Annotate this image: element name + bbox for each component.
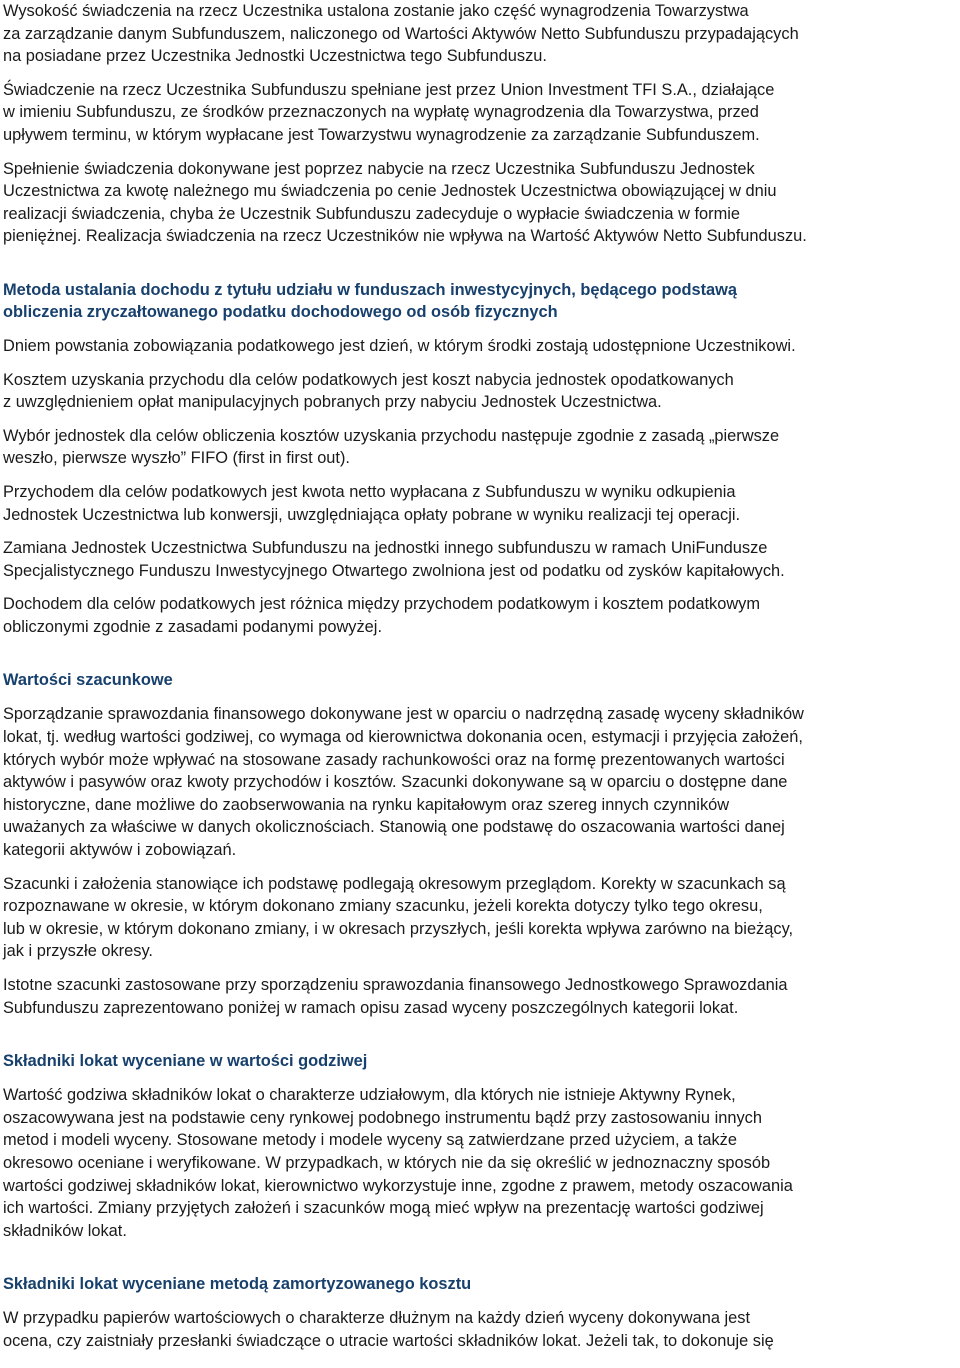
text-line: ich wartości. Zmiany przyjętych założeń i szacunków mogą mieć wpływ na prezentację wartości godziwej: [3, 1199, 764, 1218]
text-line: lokat, tj. według wartości godziwej, co wymaga od kierownictwa dokonania ocen, estymacji i przyjęcia założeń,: [3, 728, 803, 747]
text-line: historyczne, dane możliwe do zaobserwowania na rynku kapitałowym oraz szereg innych czynników: [3, 795, 730, 814]
section-heading: [3, 1273, 957, 1295]
section-heading: [3, 1050, 957, 1072]
text-line: pieniężnej. Realizacja świadczenia na rzecz Uczestników nie wpływa na Wartość Aktywów Netto Subfunduszu.: [3, 227, 807, 246]
section-heading: [3, 279, 957, 323]
text-line: Zamiana Jednostek Uczestnictwa Subfunduszu na jednostki innego subfunduszu w ramach UniFundusze: [3, 539, 768, 558]
text-line: Dochodem dla celów podatkowych jest różnica między przychodem podatkowym i kosztem podatkowym: [3, 595, 761, 614]
body-paragraph: [3, 369, 957, 414]
text-line: kategorii aktywów i zobowiązań.: [3, 841, 237, 860]
text-line: wartości godziwej składników lokat, kierownictwo wykorzystuje inne, zgodne z prawem, metody oszacowania: [3, 1176, 793, 1195]
body-paragraph: [3, 703, 957, 861]
body-paragraph: [3, 158, 957, 248]
document-page: [3, 0, 957, 1364]
text-line: Metoda ustalania dochodu z tytułu udziału w funduszach inwestycyjnych, będącego podstawą: [3, 280, 738, 299]
text-line: Jednostek Uczestnictwa lub konwersji, uwzględniająca opłaty pobrane w wyniku realizacji tej operacji.: [3, 505, 741, 524]
text-line: aktywów i pasywów oraz kwoty przychodów i kosztów. Szacunki dokonywane są w oparciu o dostępne dane: [3, 773, 788, 792]
body-paragraph: [3, 425, 957, 470]
body-paragraph: [3, 974, 957, 1019]
text-line: na posiadane przez Uczestnika Jednostki Uczestnictwa tego Subfunduszu.: [3, 47, 547, 66]
body-paragraph: [3, 79, 957, 147]
body-paragraph: [3, 873, 957, 963]
text-line: upływem terminu, w którym wypłacane jest Towarzystwu wynagrodzenie za zarządzanie Subfunduszem.: [3, 125, 760, 144]
text-line: Specjalistycznego Funduszu Inwestycyjnego Otwartego zwolniona jest od podatku od zysków kapitałowych.: [3, 561, 785, 580]
text-line: Istotne szacunki zastosowane przy sporządzeniu sprawozdania finansowego Jednostkowego Sprawozdania: [3, 976, 788, 994]
text-line: Kosztem uzyskania przychodu dla celów podatkowych jest koszt nabycia jednostek opodatkowanych: [3, 370, 734, 389]
section-spacer: [3, 259, 957, 279]
text-line: w imieniu Subfunduszu, ze środków przeznaczonych na wypłatę wynagrodzenia dla Towarzystwa, przed: [3, 103, 759, 122]
text-line: weszło, pierwsze wyszło” FIFO (first in first out).: [3, 449, 350, 468]
text-line: Wartości szacunkowe: [3, 671, 173, 690]
text-line: Spełnienie świadczenia dokonywane jest poprzez nabycie na rzecz Uczestnika Subfunduszu Jednostek: [3, 159, 755, 178]
text-line: Subfunduszu zaprezentowano poniżej w ramach opisu zasad wyceny poszczególnych kategorii lokat.: [3, 998, 739, 1017]
text-line: metod i modeli wyceny. Stosowane metody i modele wyceny są zatwierdzane przed użyciem, a także: [3, 1131, 737, 1150]
body-paragraph: [3, 1307, 957, 1352]
body-paragraph: [3, 0, 957, 68]
text-line: okresowo oceniane i weryfikowane. W przypadkach, w których nie da się określić w jednoznaczny sposób: [3, 1153, 771, 1172]
text-line: obliczonymi zgodnie z zasadami podanymi powyżej.: [3, 617, 382, 636]
text-line: jak i przyszłe okresy.: [3, 942, 153, 961]
section-spacer: [3, 649, 957, 669]
text-line: Uczestnictwa za kwotę należnego mu świadczenia po cenie Jednostek Uczestnictwa obowiązującej w dniu: [3, 182, 777, 201]
body-paragraph: [3, 481, 957, 526]
text-line: z uwzględnieniem opłat manipulacyjnych pobranych przy nabyciu Jednostek Uczestnictwa.: [3, 393, 662, 412]
body-paragraph: [3, 1084, 957, 1242]
text-line: W przypadku papierów wartościowych o charakterze dłużnym na każdy dzień wyceny dokonywana jest: [3, 1309, 751, 1328]
text-line: realizacji świadczenia, chyba że Uczestnik Subfunduszu zadecyduje o wypłacie świadczenia w formie: [3, 204, 741, 223]
text-line: składników lokat.: [3, 1221, 127, 1240]
text-line: Dniem powstania zobowiązania podatkowego jest dzień, w którym środki zostają udostępnione Uczestnikowi.: [3, 336, 796, 355]
text-line: oszacowywana jest na podstawie ceny rynkowej podobnego instrumentu bądź przy zastosowaniu innych: [3, 1108, 762, 1127]
text-line: rozpoznawane w okresie, w którym dokonano zmiany szacunku, jeżeli korekta dotyczy tylko tego okresu,: [3, 897, 763, 916]
text-line: lub w okresie, w którym dokonano zmiany, i w okresach przyszłych, jeśli korekta wpływa zarówno na bieżący,: [3, 919, 794, 938]
text-line: za zarządzanie danym Subfunduszem, naliczonego od Wartości Aktywów Netto Subfunduszu przypadających: [3, 24, 799, 43]
text-line: których wybór może wpływać na stosowane zasady rachunkowości oraz na formę prezentowanych wartości: [3, 750, 785, 769]
text-line: Szacunki i założenia stanowiące ich podstawę podlegają okresowym przeglądom. Korekty w szacunkach są: [3, 874, 786, 893]
text-line: Sporządzanie sprawozdania finansowego dokonywane jest w oparciu o nadrzędną zasadę wyceny składników: [3, 705, 804, 724]
body-paragraph: [3, 537, 957, 582]
text-line: obliczenia zryczałtowanego podatku dochodowego od osób fizycznych: [3, 302, 558, 321]
text-line: Wysokość świadczenia na rzecz Uczestnika ustalona zostanie jako część wynagrodzenia Towarzystwa: [3, 2, 749, 20]
text-line: Składniki lokat wyceniane metodą zamortyzowanego kosztu: [3, 1275, 472, 1294]
text-line: Wybór jednostek dla celów obliczenia kosztów uzyskania przychodu następuje zgodnie z zasadą „pierwsze: [3, 426, 780, 445]
text-line: uważanych za właściwe w danych okolicznościach. Stanowią one podstawę do oszacowania wartości danej: [3, 818, 785, 837]
section-spacer: [3, 1253, 957, 1273]
text-line: Świadczenie na rzecz Uczestnika Subfunduszu spełniane jest przez Union Investment TFI S.A., działające: [3, 80, 775, 99]
body-paragraph: [3, 593, 957, 638]
text-line: Składniki lokat wyceniane w wartości godziwej: [3, 1052, 368, 1071]
section-spacer: [3, 1030, 957, 1050]
text-line: Przychodem dla celów podatkowych jest kwota netto wypłacana z Subfunduszu w wyniku odkupienia: [3, 482, 736, 501]
body-paragraph: [3, 335, 957, 358]
text-line: Wartość godziwa składników lokat o charakterze udziałowym, dla których nie istnieje Aktywny Rynek,: [3, 1086, 736, 1105]
section-heading: [3, 669, 957, 691]
text-line: ocena, czy zaistniały przesłanki świadczące o utracie wartości składników lokat. Jeżeli tak, to dokonuje się: [3, 1331, 774, 1350]
